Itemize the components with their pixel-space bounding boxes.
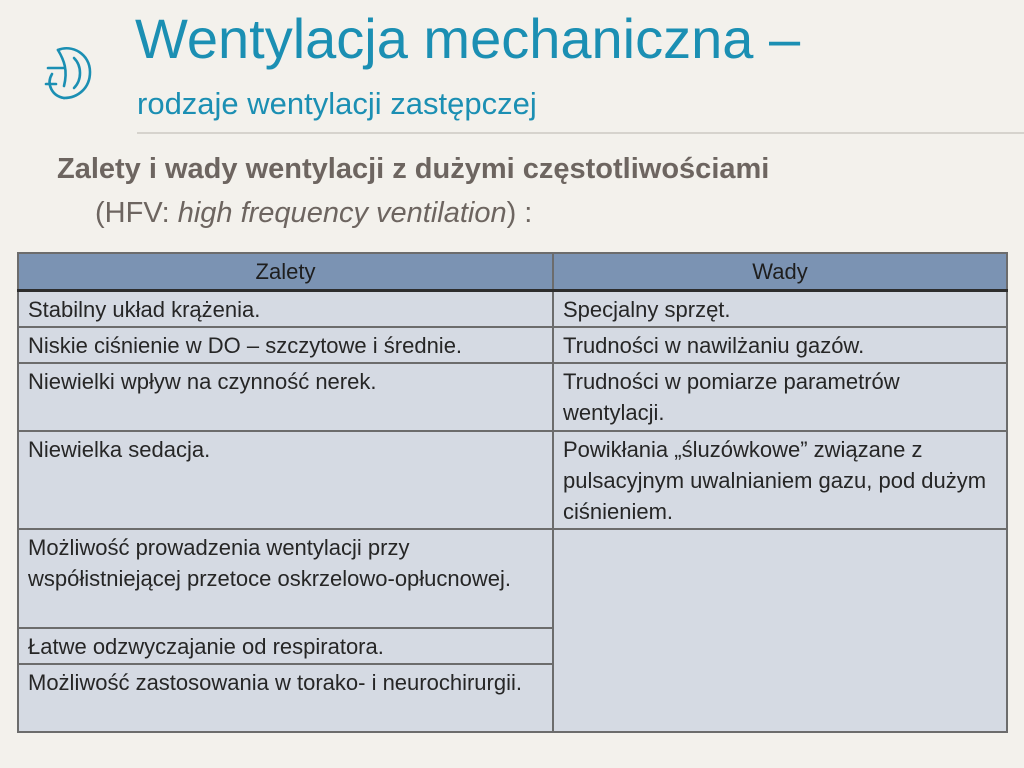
heading-line-2: (HFV: high frequency ventilation) : xyxy=(95,197,533,229)
table-cell-wady: Specjalny sprzęt. xyxy=(553,291,1007,328)
table-row xyxy=(18,529,1007,628)
table-row xyxy=(18,327,1007,363)
table-cell-zalety: Niskie ciśnienie w DO – szczytowe i średnie. xyxy=(18,327,553,363)
column-header-zalety: Zalety xyxy=(18,253,553,291)
table-cell-zalety: Niewielka sedacja. xyxy=(18,431,553,529)
pros-cons-table xyxy=(17,252,1008,733)
table-header-row xyxy=(18,253,1007,291)
section-heading xyxy=(57,147,1007,235)
table-cell-zalety: Możliwość prowadzenia wentylacji przy współistniejącej przetoce oskrzelowo-opłucnowej. xyxy=(18,529,553,628)
table-cell-wady: Powikłania „śluzówkowe” związane z pulsacyjnym uwalnianiem gazu, pod dużym ciśnieniem. xyxy=(553,431,1007,529)
table-cell-zalety: Łatwe odzwyczajanie od respiratora. xyxy=(18,628,553,664)
heading-italic: high frequency ventilation xyxy=(177,197,507,229)
table-row xyxy=(18,363,1007,431)
table-cell-wady-empty xyxy=(553,529,1007,732)
spiral-leaf-icon xyxy=(38,40,96,102)
title-divider xyxy=(137,132,1024,134)
table-row xyxy=(18,431,1007,529)
slide-subtitle: rodzaje wentylacji zastępczej xyxy=(137,86,537,121)
slide-title: Wentylacja mechaniczna – xyxy=(135,7,801,70)
table-cell-zalety: Możliwość zastosowania w torako- i neurochirurgii. xyxy=(18,664,553,732)
table-row xyxy=(18,291,1007,328)
column-header-wady: Wady xyxy=(553,253,1007,291)
table-cell-zalety: Niewielki wpływ na czynność nerek. xyxy=(18,363,553,431)
table-cell-wady: Trudności w pomiarze parametrów wentylacji. xyxy=(553,363,1007,431)
table-cell-zalety: Stabilny układ krążenia. xyxy=(18,291,553,328)
heading-line-1: Zalety i wady wentylacji z dużymi częstotliwościami xyxy=(57,153,770,185)
table-cell-wady: Trudności w nawilżaniu gazów. xyxy=(553,327,1007,363)
